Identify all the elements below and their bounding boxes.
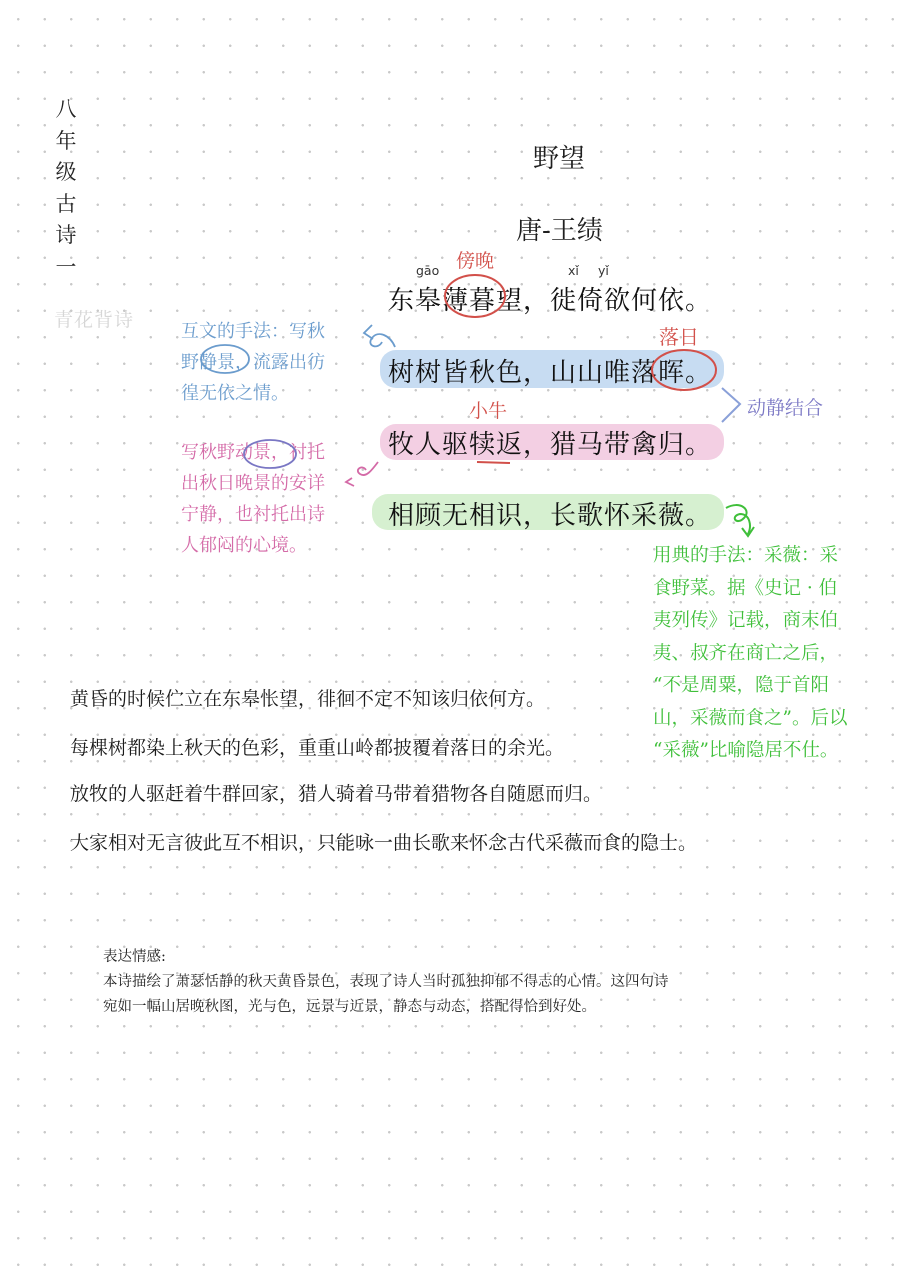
note-line: 食野菜。据《史记 · 伯 bbox=[653, 577, 838, 599]
translation-line-1: 黄昏的时候伫立在东皋怅望，徘徊不定不知该归依何方。 bbox=[70, 688, 546, 710]
side-title-char: 年 bbox=[55, 128, 77, 153]
side-title-char: 一 bbox=[55, 254, 77, 279]
annotation-luohui: 落日 bbox=[659, 325, 699, 349]
annotation-dongjing: 动静结合 bbox=[747, 397, 824, 419]
note-line: 出秋日晚景的安详 bbox=[181, 473, 325, 494]
watermark: 青花背诗 bbox=[54, 309, 135, 331]
pinyin-xi: xǐ bbox=[568, 263, 579, 278]
note-line: 人郁闷的心境。 bbox=[181, 535, 307, 556]
note-line: 夷列传》记载，商末伯 bbox=[653, 610, 839, 631]
side-title-char: 诗 bbox=[55, 223, 77, 247]
note-line: “采薇”比喻隐居不仕。 bbox=[653, 740, 839, 761]
pinyin-yi: yǐ bbox=[598, 263, 609, 278]
note-line: 用典的手法：采薇：采 bbox=[653, 545, 839, 566]
brace-dongjing bbox=[722, 388, 740, 422]
translation-line-3: 放牧的人驱赶着牛群回家，猎人骑着马带着猎物各自随愿而归。 bbox=[70, 783, 603, 805]
note-line: 徨无依之情。 bbox=[181, 383, 289, 404]
emotion-line: 本诗描绘了萧瑟恬静的秋天黄昏景色，表现了诗人当时孤独抑郁不得志的心情。这四句诗 bbox=[103, 974, 669, 990]
poem-author: 唐-王绩 bbox=[516, 216, 603, 246]
annotation-du: 小牛 bbox=[469, 400, 508, 422]
side-title-char: 八 bbox=[55, 97, 77, 121]
annotation-bomu: 傍晚 bbox=[456, 250, 495, 272]
emotion-line: 宛如一幅山居晚秋图，光与色，远景与近景，静态与动态，搭配得恰到好处。 bbox=[103, 999, 596, 1015]
poem-line-1: 东皋薄暮望，徙倚欲何依。 bbox=[388, 286, 713, 316]
blue-arrow bbox=[364, 325, 395, 347]
note-line: 山，采薇而食之”。后以 bbox=[653, 707, 848, 729]
note-line: “不是周粟，隐于首阳 bbox=[653, 675, 829, 696]
note-line: 写秋野动景，衬托 bbox=[181, 442, 325, 463]
note-huwen bbox=[181, 316, 325, 409]
translation-line-4: 大家相对无言彼此互不相识，只能咏一曲长歌来怀念古代采薇而食的隐士。 bbox=[70, 832, 698, 854]
side-title bbox=[52, 94, 80, 283]
green-arrow bbox=[726, 505, 754, 536]
poem-title: 野望 bbox=[533, 144, 586, 174]
note-line: 夷、叔齐在商亡之后， bbox=[653, 642, 839, 664]
emotion-heading: 表达情感: bbox=[103, 949, 166, 965]
note-yongdian bbox=[653, 540, 847, 768]
side-title-char: 古 bbox=[55, 191, 77, 216]
poem-line-2: 树树皆秋色，山山唯落晖。 bbox=[388, 358, 713, 388]
poem-line-4: 相顾无相识，长歌怀采薇。 bbox=[388, 501, 713, 531]
note-line: 宁静，也衬托出诗 bbox=[181, 504, 325, 525]
emotion-block bbox=[103, 945, 669, 1020]
note-line: 野静景，流露出彷 bbox=[181, 352, 325, 373]
translation-line-2: 每棵树都染上秋天的色彩，重重山岭都披覆着落日的余光。 bbox=[70, 737, 565, 759]
note-line: 互文的手法：写秋 bbox=[181, 321, 325, 342]
underline-du bbox=[477, 462, 510, 463]
poem-line-3: 牧人驱犊返，猎马带禽归。 bbox=[388, 430, 713, 460]
pinyin-gao: gāo bbox=[416, 263, 440, 278]
pink-arrow bbox=[346, 462, 378, 486]
side-title-char: 级 bbox=[55, 160, 77, 184]
note-dongjing bbox=[181, 437, 325, 561]
